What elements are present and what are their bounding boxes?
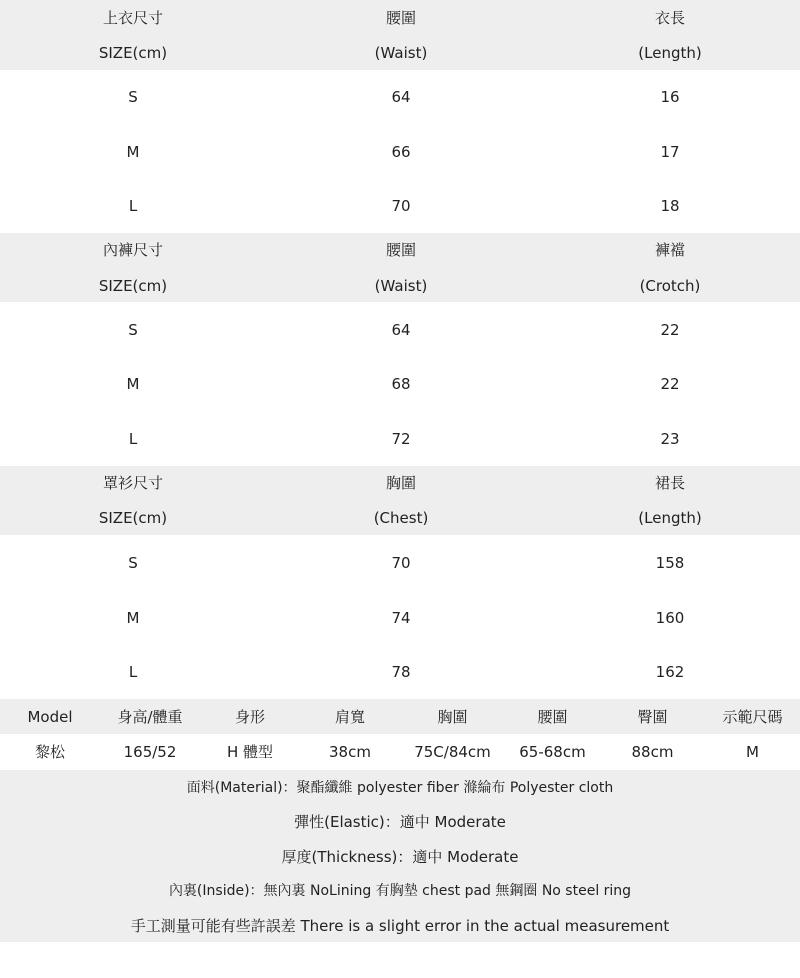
bottoms-crotch-title: 褲襠 (654, 241, 685, 259)
size-worn-value: M (746, 743, 759, 761)
coverup-chest-title: 胸圍 (385, 474, 416, 492)
top-header-row (0, 1, 800, 35)
height-weight-col-header: 身高/體重 (117, 708, 183, 726)
top-subheader-row (0, 36, 800, 70)
coverup-subheader-row (0, 501, 800, 535)
size-cell: S (128, 554, 138, 572)
coverup-length-title: 裙長 (654, 474, 685, 492)
top-length-title: 衣長 (654, 9, 685, 27)
hip-value: 88cm (631, 743, 674, 761)
waist-cell: 68 (391, 375, 411, 393)
inside-note: 內裏(Inside)：無內裏 NoLining 有胸墊 chest pad 無鋼圈 No steel ring (168, 883, 632, 899)
table-row (0, 367, 800, 401)
length-cell: 18 (660, 197, 680, 215)
waist-cell: 66 (391, 143, 411, 161)
size-cell: L (128, 430, 138, 448)
crotch-cell: 22 (660, 321, 680, 339)
bottoms-size-title: 內褲尺寸 (102, 241, 163, 259)
size-worn-col-header: 示範尺碼 (722, 708, 783, 726)
size-cell: M (126, 609, 140, 627)
material-note: 面料(Material)：聚酯纖維 polyester fiber 滌綸布 Polyester cloth (186, 780, 614, 796)
elastic-note: 彈性(Elastic)：適中 Moderate (294, 813, 506, 831)
bottoms-waist-label: (Waist) (374, 277, 428, 295)
bottoms-header-row (0, 233, 800, 267)
crotch-cell: 22 (660, 375, 680, 393)
size-cell: L (128, 663, 138, 681)
coverup-size-title: 罩衫尺寸 (102, 474, 163, 492)
bottoms-waist-title: 腰圍 (385, 241, 416, 259)
top-length-label: (Length) (638, 44, 702, 62)
table-row (0, 422, 800, 456)
top-size-title: 上衣尺寸 (102, 9, 163, 27)
coverup-size-unit: SIZE(cm) (98, 509, 168, 527)
waist-cell: 64 (391, 88, 411, 106)
size-cell: M (126, 143, 140, 161)
table-row (0, 546, 800, 580)
chest-col-header: 胸圍 (437, 708, 468, 726)
top-size-unit: SIZE(cm) (98, 44, 168, 62)
length-cell: 158 (655, 554, 685, 572)
table-row (0, 313, 800, 347)
waist-value: 65-68cm (519, 743, 586, 761)
coverup-length-label: (Length) (638, 509, 702, 527)
top-waist-title: 腰圍 (385, 9, 416, 27)
table-row (0, 80, 800, 114)
model-name: 黎松 (34, 743, 65, 761)
table-row (0, 655, 800, 689)
length-cell: 16 (660, 88, 680, 106)
length-cell: 17 (660, 143, 680, 161)
model-values-row (0, 735, 800, 769)
measurement-error-note: 手工測量可能有些許誤差 There is a slight error in the actual measurement (130, 917, 670, 935)
table-row (0, 189, 800, 223)
coverup-header-row (0, 466, 800, 500)
shoulder-value: 38cm (329, 743, 371, 761)
chest-cell: 74 (391, 609, 411, 627)
waist-cell: 72 (391, 430, 411, 448)
waist-cell: 70 (391, 197, 411, 215)
coverup-chest-label: (Chest) (373, 509, 429, 527)
chest-cell: 78 (391, 663, 411, 681)
size-cell: S (128, 88, 138, 106)
shoulder-col-header: 肩寬 (334, 708, 365, 726)
model-col-header: Model (27, 708, 73, 726)
size-cell: L (128, 197, 138, 215)
thickness-note: 厚度(Thickness)：適中 Moderate (281, 848, 519, 866)
waist-col-header: 腰圍 (537, 708, 568, 726)
size-cell: S (128, 321, 138, 339)
chest-value: 75C/84cm (414, 743, 491, 761)
hip-col-header: 臀圍 (637, 708, 668, 726)
length-cell: 162 (655, 663, 685, 681)
waist-cell: 64 (391, 321, 411, 339)
top-waist-label: (Waist) (374, 44, 428, 62)
size-cell: M (126, 375, 140, 393)
height-weight-value: 165/52 (123, 743, 177, 761)
table-row (0, 135, 800, 169)
crotch-cell: 23 (660, 430, 680, 448)
model-header-row (0, 700, 800, 734)
body-shape-col-header: 身形 (234, 708, 265, 726)
bottoms-crotch-label: (Crotch) (639, 277, 701, 295)
body-shape-value: H 體型 (226, 743, 274, 761)
chest-cell: 70 (391, 554, 411, 572)
bottoms-size-unit: SIZE(cm) (98, 277, 168, 295)
length-cell: 160 (655, 609, 685, 627)
bottoms-subheader-row (0, 269, 800, 303)
table-row (0, 601, 800, 635)
